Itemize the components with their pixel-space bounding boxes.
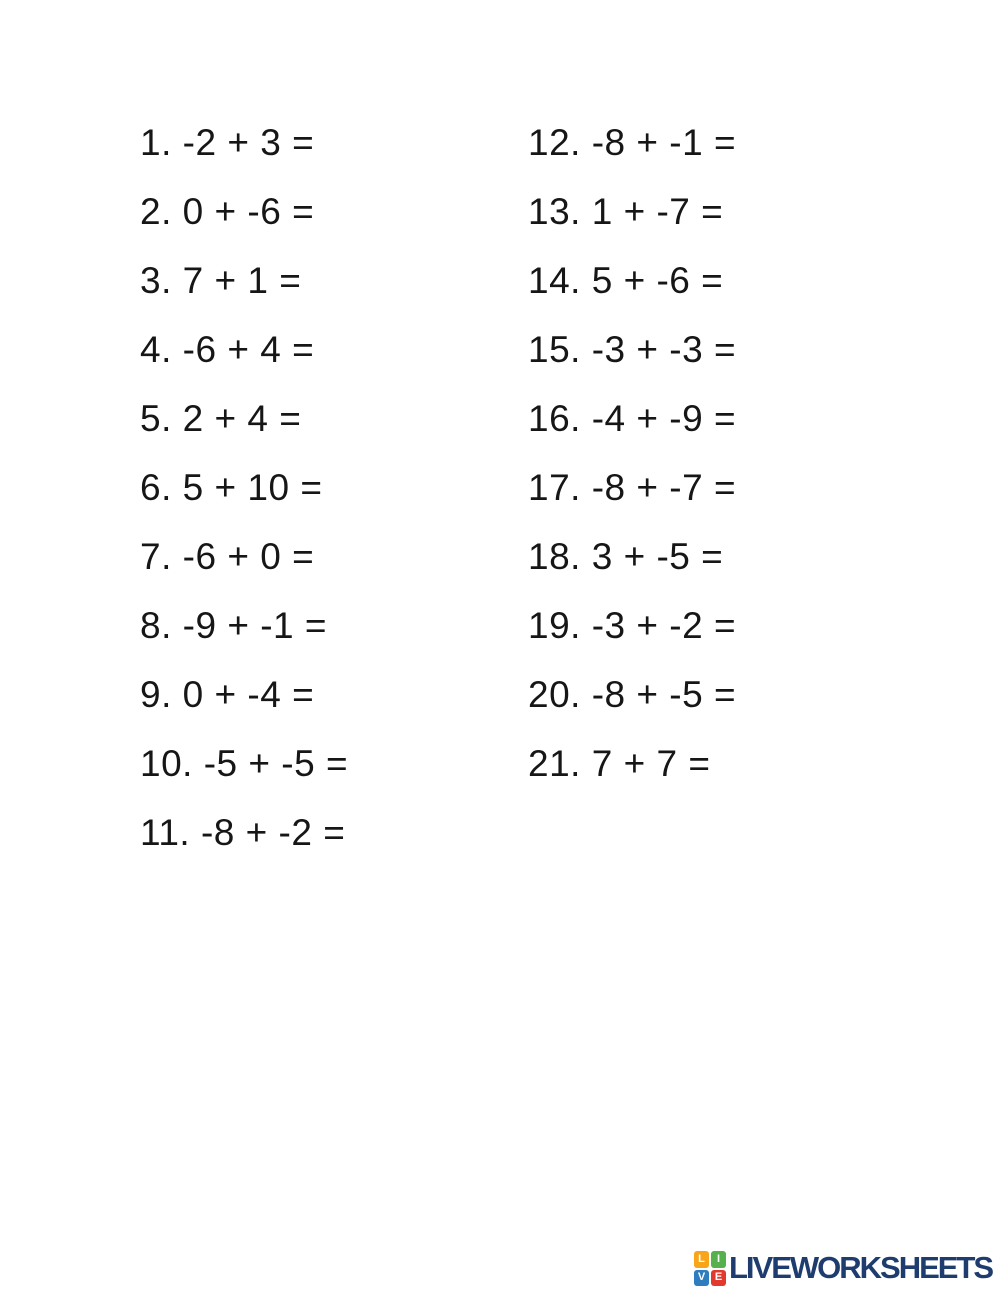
problem-number: 9.	[140, 673, 183, 715]
problem-row	[528, 453, 736, 522]
problem-expression: -9 + -1 =	[182, 604, 327, 646]
problem-number: 5.	[140, 397, 183, 439]
problem-row	[528, 729, 736, 798]
logo-tile-i: I	[711, 1251, 726, 1268]
liveworksheets-logo[interactable]	[694, 1251, 992, 1286]
problem-expression: -8 + -5 =	[591, 673, 737, 715]
problem-expression: -3 + -3 =	[591, 328, 737, 370]
problem-row	[528, 591, 736, 660]
problem-row	[528, 315, 736, 384]
problem-expression: 7 + 7 =	[591, 742, 711, 784]
problem-row	[140, 591, 348, 660]
problem-row	[140, 177, 348, 246]
problem-row	[140, 108, 348, 177]
problem-number: 14.	[528, 259, 592, 301]
problem-number: 12.	[528, 121, 592, 163]
problem-expression: -8 + -7 =	[591, 466, 737, 508]
problem-number: 18.	[528, 535, 592, 577]
problem-row	[140, 453, 348, 522]
logo-tile-v: V	[694, 1270, 709, 1287]
problem-row	[528, 522, 736, 591]
problem-expression: 5 + 10 =	[182, 466, 323, 508]
problem-number: 3.	[140, 259, 183, 301]
problem-number: 15.	[528, 328, 592, 370]
problem-expression: 1 + -7 =	[591, 190, 724, 232]
logo-tile-l: L	[694, 1251, 709, 1268]
problem-expression: 2 + 4 =	[182, 397, 302, 439]
problem-number: 19.	[528, 604, 592, 646]
problems-column-left	[140, 108, 348, 867]
problem-expression: -2 + 3 =	[182, 121, 315, 163]
logo-wordmark: LIVEWORKSHEETS	[729, 1250, 993, 1285]
problem-expression: 5 + -6 =	[591, 259, 724, 301]
problem-number: 7.	[140, 535, 183, 577]
logo-tile-e: E	[711, 1270, 726, 1287]
problem-row	[140, 246, 348, 315]
problem-expression: 0 + -4 =	[182, 673, 315, 715]
problem-row	[528, 384, 736, 453]
problem-number: 2.	[140, 190, 183, 232]
liveworksheets-icon	[694, 1251, 726, 1286]
problem-number: 13.	[528, 190, 592, 232]
problem-expression: -4 + -9 =	[591, 397, 737, 439]
problem-number: 4.	[140, 328, 183, 370]
problem-expression: -8 + -2 =	[200, 811, 346, 853]
problem-row	[140, 729, 348, 798]
problem-row	[140, 384, 348, 453]
problem-row	[140, 660, 348, 729]
problem-number: 20.	[528, 673, 592, 715]
problem-expression: -6 + 4 =	[182, 328, 315, 370]
problem-number: 8.	[140, 604, 183, 646]
problem-row	[140, 798, 348, 867]
problem-number: 21.	[528, 742, 592, 784]
problem-row	[528, 660, 736, 729]
problem-number: 6.	[140, 466, 183, 508]
problem-row	[528, 108, 736, 177]
problem-number: 17.	[528, 466, 592, 508]
problem-row	[140, 522, 348, 591]
problem-expression: -6 + 0 =	[182, 535, 315, 577]
problem-expression: -8 + -1 =	[591, 121, 737, 163]
problems-column-right	[528, 108, 736, 798]
problem-number: 10.	[140, 742, 204, 784]
problem-number: 1.	[140, 121, 183, 163]
problem-number: 11.	[140, 811, 201, 853]
problem-expression: 3 + -5 =	[591, 535, 724, 577]
problem-row	[140, 315, 348, 384]
problem-expression: 7 + 1 =	[182, 259, 302, 301]
problem-expression: -5 + -5 =	[203, 742, 349, 784]
problem-number: 16.	[528, 397, 592, 439]
problem-expression: 0 + -6 =	[182, 190, 315, 232]
problem-row	[528, 177, 736, 246]
problem-expression: -3 + -2 =	[591, 604, 737, 646]
problem-row	[528, 246, 736, 315]
